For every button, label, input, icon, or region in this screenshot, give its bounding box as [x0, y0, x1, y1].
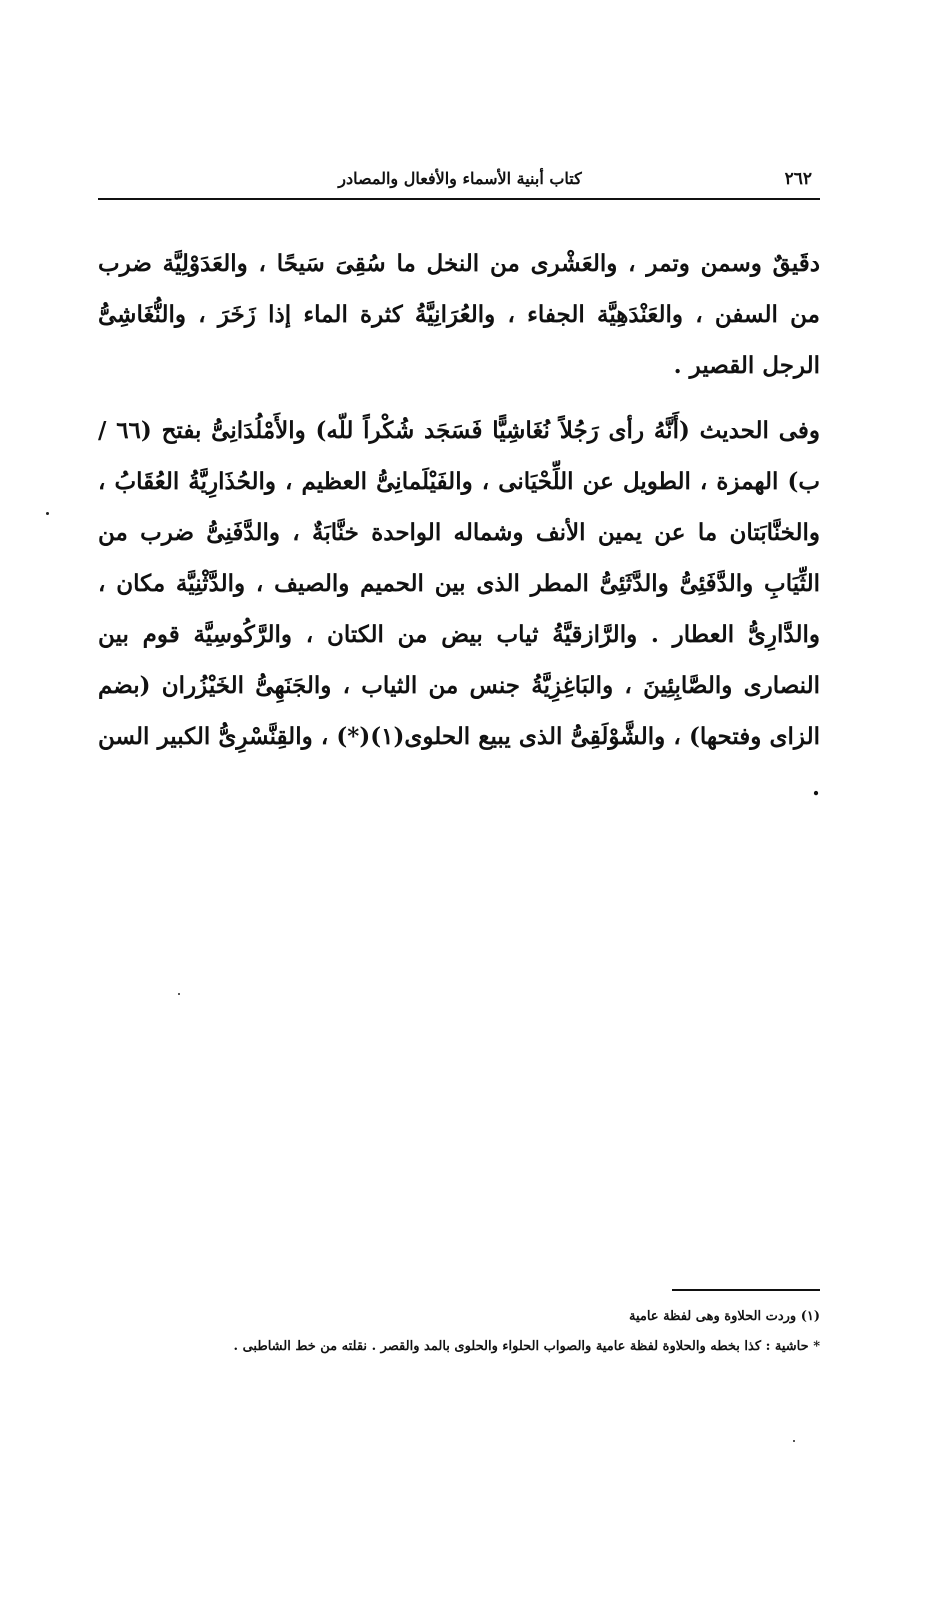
footnotes: [90, 1302, 820, 1362]
paragraph-2: وفى الحديث (أَنَّهُ رأى رَجُلاً نُغَاشِيًّا فَسَجَد شُكْراً للّه) والأَمْلُدَانِىُّ بفتح (٦٦ / ب) الهمزة ، الطويل عن اللِّحْيَانى ، والفَيْلَمانِىُّ العظيم ، والحُذَارِيَّةُ العُقَابُ ، والخنَّابَتان ما عن يمين الأنف وشماله الواحدة خنَّابَةٌ ، والدَّفَنِىُّ ضرب من الثِّيَابِ والدَّفَئِىُّ والدَّثَئِىُّ المطر الذى بين الحميم والصيف ، والدَّثْنِيَّة مكان ، والدَّارِىُّ العطار . والرَّازقيَّةُ ثياب بيض من الكتان ، والرَّكُوسِيَّة قوم بين النصارى والصَّابِئِينَ ، والبَاغِزِيَّةُ جنس من الثياب ، والجَنَهِىُّ الخَيْزُران (بضم الزاى وفتحها) ، والشَّوْلَقِىُّ الذى يبيع الحلوى(١)(*) ، والقِنَّسْرِىُّ الكبير السن .: [98, 417, 821, 801]
header-rule: [98, 198, 820, 200]
running-head: [100, 163, 820, 195]
paragraph-1: دقَيقٌ وسمن وتمر ، والعَشْرى من النخل ما سُقِىَ سَيحًا ، والعَدَوْلِيَّة ضرب من السفن ، والعَنْدَهِيَّة الجفاء ، والعُرَانِيَّةُ كثرة الماء إذا زَخَرَ ، والنُّغَاشِىُّ الرجل القصير .: [98, 250, 820, 379]
footnote-1: (١) وردت الحلاوة وهى لفظة عامية: [628, 1309, 820, 1324]
page-number: ٢٦٢: [784, 169, 812, 189]
scan-speck: [46, 512, 49, 515]
scan-speck: [178, 993, 180, 995]
footnote-rule: [672, 1289, 820, 1291]
footnote-star: * حاشية : كذا بخطه والحلاوة لفظة عامية والصواب الحلواء والحلوى بالمد والقصر . نقلته من خط الشاطبى .: [233, 1339, 820, 1354]
main-text: [98, 238, 820, 813]
scan-speck: [793, 1440, 795, 1442]
book-title: كتاب أبنية الأسماء والأفعال والمصادر: [338, 169, 582, 188]
